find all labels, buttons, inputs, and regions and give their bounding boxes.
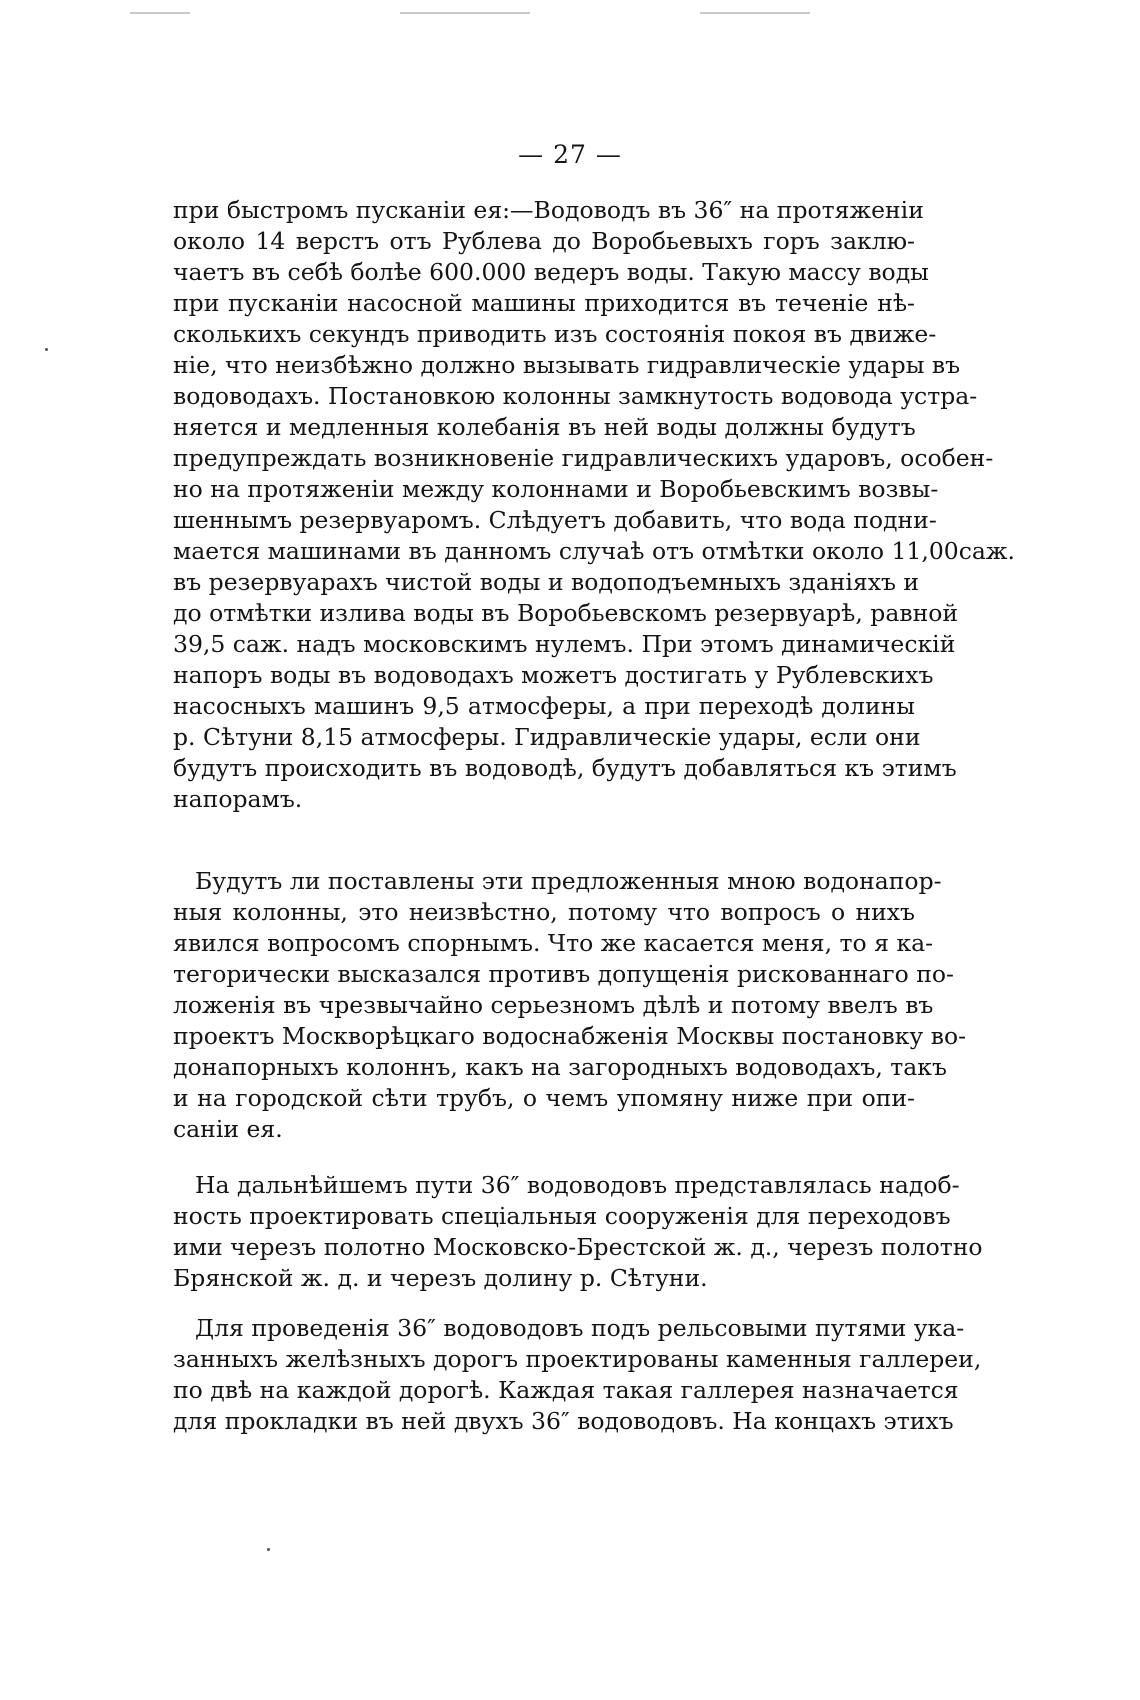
text-line: водоводахъ. Постановкою колонны замкнутость водовода устра- — [173, 382, 978, 410]
text-line: насосныхъ машинъ 9,5 атмосферы, а при переходѣ долины — [173, 692, 915, 720]
text-line: ложенія въ чрезвычайно серьезномъ дѣлѣ и потому ввелъ въ — [173, 991, 934, 1019]
text-line: р. Сѣтуни 8,15 атмосферы. Гидравлическіе удары, если они — [173, 723, 921, 751]
text-line: чаетъ въ себѣ болѣе 600.000 ведеръ воды. Такую массу воды — [173, 258, 929, 286]
text-line: Будутъ ли поставлены эти предложенныя мною водонапор- — [195, 867, 942, 895]
text-line: проектъ Москворѣцкаго водоснабженія Москвы постановку во- — [173, 1022, 967, 1050]
text-line: Для проведенія 36″ водоводовъ подъ рельсовыми путями ука- — [195, 1314, 965, 1342]
text-line: занныхъ желѣзныхъ дорогъ проектированы каменныя галлереи, — [173, 1345, 982, 1373]
scan-rule-right — [700, 12, 810, 14]
text-line: Брянской ж. д. и черезъ долину р. Сѣтуни. — [173, 1264, 708, 1292]
paragraph — [173, 195, 1016, 815]
text-line: предупреждать возникновеніе гидравлическихъ ударовъ, особен- — [173, 444, 994, 472]
text-line: въ резервуарахъ чистой воды и водоподъемныхъ зданіяхъ и — [173, 568, 920, 596]
text-line: напоръ воды въ водоводахъ можетъ достигать у Рублевскихъ — [173, 661, 934, 689]
text-line: до отмѣтки излива воды въ Воробьевскомъ резервуарѣ, равной — [173, 599, 959, 627]
text-line: 39,5 саж. надъ московскимъ нулемъ. При этомъ динамическій — [173, 630, 956, 658]
text-line: при быстромъ пусканіи ея:—Водоводъ въ 36″ на протяженіи — [173, 196, 924, 224]
page-number: — 27 — — [518, 140, 622, 169]
text-line: при пусканіи насосной машины приходится въ теченіе нѣ- — [173, 289, 915, 317]
scan-speck — [267, 1548, 270, 1551]
text-line: тегорически высказался противъ допущенія рискованнаго по- — [173, 960, 954, 988]
text-line: няется и медленныя колебанія въ ней воды должны будутъ — [173, 413, 916, 441]
paragraph — [173, 1313, 982, 1437]
text-line: будутъ происходить въ водоводѣ, будутъ добавляться къ этимъ — [173, 754, 957, 782]
text-line: мается машинами въ данномъ случаѣ отъ отмѣтки около 11,00саж. — [173, 537, 1016, 565]
text-line: ніе, что неизбѣжно должно вызывать гидравлическіе удары въ — [173, 351, 961, 379]
scan-speck — [45, 348, 48, 351]
text-line: явился вопросомъ спорнымъ. Что же касается меня, то я ка- — [173, 929, 934, 957]
text-line: На дальнѣйшемъ пути 36″ водоводовъ представлялась надоб- — [195, 1171, 960, 1199]
scan-rule-center — [400, 12, 530, 14]
text-line: и на городской сѣти трубъ, о чемъ упомяну ниже при опи- — [173, 1084, 915, 1112]
text-line: ими черезъ полотно Московско-Брестской ж. д., черезъ полотно — [173, 1233, 983, 1261]
text-line: напорамъ. — [173, 785, 303, 813]
paragraph — [173, 866, 967, 1145]
text-line: по двѣ на каждой дорогѣ. Каждая такая галлерея назначается — [173, 1376, 959, 1404]
text-line: около 14 верстъ отъ Рублева до Воробьевыхъ горъ заклю- — [173, 227, 915, 255]
scan-rule-left — [130, 12, 190, 14]
text-line: шеннымъ резервуаромъ. Слѣдуетъ добавить, что вода подни- — [173, 506, 937, 534]
text-line: донапорныхъ колоннъ, какъ на загородныхъ водоводахъ, такъ — [173, 1053, 947, 1081]
paragraph — [173, 1170, 983, 1294]
text-line: но на протяженіи между колоннами и Воробьевскимъ возвы- — [173, 475, 939, 503]
text-line: ность проектировать спеціальныя сооруженія для переходовъ — [173, 1202, 951, 1230]
text-line: сколькихъ секундъ приводить изъ состоянія покоя въ движе- — [173, 320, 937, 348]
text-line: саніи ея. — [173, 1115, 283, 1143]
text-line: для прокладки въ ней двухъ 36″ водоводовъ. На концахъ этихъ — [173, 1407, 954, 1435]
text-line: ныя колонны, это неизвѣстно, потому что вопросъ о нихъ — [173, 898, 915, 926]
